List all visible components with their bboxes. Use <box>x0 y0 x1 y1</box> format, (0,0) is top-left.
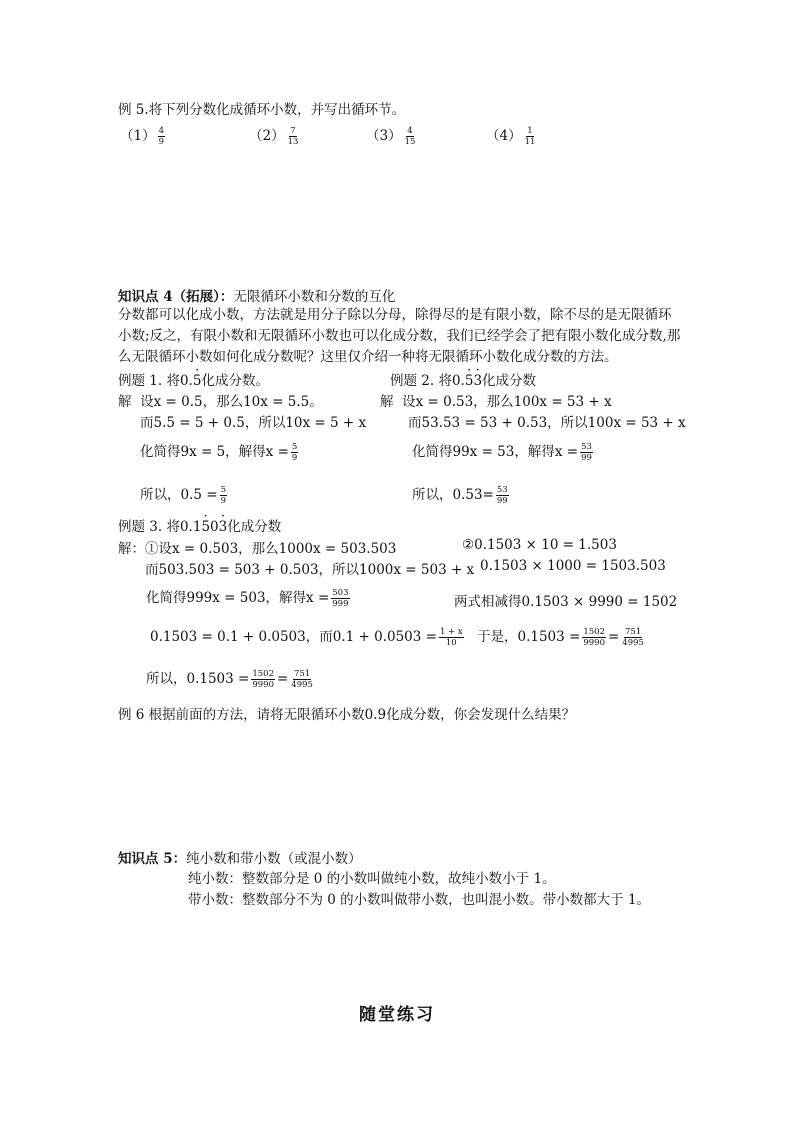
eg1-title-post: 化成分数。 <box>201 373 269 389</box>
eg1-number: 0.· 5 <box>180 373 201 389</box>
fraction: $\frac{1 + x}{10}$ <box>439 627 463 648</box>
eg1-jie: 解 <box>118 394 132 410</box>
fraction: $\frac{751}{4995}$ <box>622 627 644 648</box>
ex5-item-label: （2） <box>249 128 285 144</box>
eg3-title <box>118 515 281 535</box>
kp4-intro: 分数都可以化成小数，方法就是用分子除以分母，除得尽的是有限小数，除不尽的是无限循环小数;反之，有限小数和无限循环小数也可以化成分数，我们已经学会了把有限小数化成分数,那么无限循环小数如何化成分数呢？这里仅介绍一种将无限循环小数化成分数的方法。 <box>118 307 681 365</box>
kp4-heading-line <box>118 285 395 305</box>
eg2-title-pre: 例题 2. 将 <box>390 373 452 389</box>
eg3-step1: ①设x = 0.503，那么1000x = 503.503 <box>145 541 397 557</box>
ex5-item-label: （4） <box>486 128 522 144</box>
practice-title: 随堂练习 <box>359 1005 435 1025</box>
fraction: $\frac{751}{4995}$ <box>291 669 313 690</box>
kp5-mixed: 带小数：整数部分不为 0 的小数叫做带小数，也叫混小数。带小数都大于 1。 <box>188 892 651 908</box>
eg1-line1 <box>118 390 323 410</box>
fraction: $\frac{4}{15}$ <box>404 126 416 147</box>
kp4-title: 无限循环小数和分数的互化 <box>233 289 396 305</box>
ex5-item-4 <box>486 124 538 147</box>
eg3-right1: ②0.1503 × 10 = 1.503 <box>462 537 617 553</box>
eg2-answer <box>412 483 511 506</box>
fraction: $\frac{5}{9}$ <box>291 442 298 463</box>
eg1-title-pre: 例题 1. 将 <box>118 373 180 389</box>
kp5-colon: ： <box>172 851 187 867</box>
eg3-number: 0.1· 50· 3 <box>180 519 227 535</box>
eg3-right4: 于是，0.1503 = $\frac{1502}{9990}$ = $\frac{751}{4995}$ <box>477 627 644 648</box>
eg2-answer-text: 所以，0.53= <box>412 487 494 503</box>
fraction: $\frac{1502}{9990}$ <box>583 627 605 648</box>
ex5-item-label: （3） <box>366 128 402 144</box>
fraction: $\frac{53}{99}$ <box>496 485 508 506</box>
eg2-line1 <box>380 390 612 410</box>
eg3-jie: 解： <box>118 541 145 557</box>
eg3-right4-text: 于是，0.1503 = <box>477 629 581 645</box>
eg2-step3-text: 化简得99x = 53，解得x = <box>412 444 579 460</box>
fraction: $\frac{1502}{9990}$ <box>252 669 274 690</box>
eg1-answer <box>140 483 229 506</box>
eg2-jie: 解 <box>380 394 394 410</box>
ex5-text: 例 5.将下列分数化成循环小数，并写出循环节。 <box>118 102 406 118</box>
kp4-colon: ： <box>219 289 234 305</box>
ex5-item-3 <box>366 124 418 147</box>
eg2-number: 0.· 5· 3 <box>452 373 482 389</box>
eg2-step1: 设x = 0.53，那么100x = 53 + x <box>402 394 612 410</box>
eg3-answer: 所以，0.1503 = $\frac{1502}{9990}$ = $\frac{751}{4995}$ <box>146 669 313 690</box>
eg1-step2: 而5.5 = 5 + 0.5，所以10x = 5 + x <box>140 415 367 431</box>
eg2-title-post: 化成分数 <box>482 373 537 389</box>
eg3-step2: 而503.503 = 503 + 0.503，所以1000x = 503 + x <box>145 562 475 578</box>
fraction: $\frac{1}{11}$ <box>524 126 536 147</box>
eg3-step4 <box>150 625 466 648</box>
eg1-step3 <box>140 440 300 463</box>
eg3-step3-text: 化简得999x = 503，解得x = <box>146 590 330 606</box>
eg2-title <box>390 369 536 389</box>
fraction: $\frac{4}{9}$ <box>158 126 165 147</box>
eg3-title-post: 化成分数 <box>227 519 282 535</box>
fraction: $\frac{7}{13}$ <box>287 126 299 147</box>
eg1-step1: 设x = 0.5，那么10x = 5.5。 <box>140 394 323 410</box>
ex5-item-label: （1） <box>120 128 156 144</box>
eg3-answer-text: 所以，0.1503 = <box>146 671 250 687</box>
eg3-right2: 0.1503 × 1000 = 1503.503 <box>480 558 666 574</box>
fraction: $\frac{5}{9}$ <box>220 485 226 506</box>
eg3-step4-text: 0.1503 = 0.1 + 0.0503，而0.1 + 0.0503 = <box>150 629 437 645</box>
eg2-step2: 而53.53 = 53 + 0.53，所以100x = 53 + x <box>408 415 686 431</box>
eg1-answer-text: 所以，0.5 = <box>140 487 218 503</box>
eg3-title-pre: 例题 3. 将 <box>118 519 180 535</box>
fraction: $\frac{503}{999}$ <box>332 588 349 609</box>
ex6-text: 例 6 根据前面的方法，请将无限循环小数0.9化成分数，你会发现什么结果？ <box>118 707 576 723</box>
kp5-pure: 纯小数：整数部分是 0 的小数叫做纯小数，故纯小数小于 1。 <box>188 871 556 887</box>
kp5-heading-line <box>118 847 362 867</box>
eg3-step3 <box>146 586 352 609</box>
eg1-title <box>118 369 269 389</box>
kp5-heading: 知识点 5 <box>118 851 173 867</box>
ex5-item-1 <box>120 124 167 147</box>
ex5-item-2 <box>249 124 301 147</box>
eg1-step3-text: 化简得9x = 5，解得x = <box>140 444 289 460</box>
kp4-heading: 知识点 4（拓展） <box>118 289 220 305</box>
fraction: $\frac{53}{99}$ <box>581 442 592 463</box>
eg3-line1 <box>118 537 396 557</box>
eg3-right3: 两式相减得0.1503 × 9990 = 1502 <box>454 594 678 610</box>
kp5-title: 纯小数和带小数（或混小数） <box>186 851 362 867</box>
eg2-step3 <box>412 440 595 463</box>
